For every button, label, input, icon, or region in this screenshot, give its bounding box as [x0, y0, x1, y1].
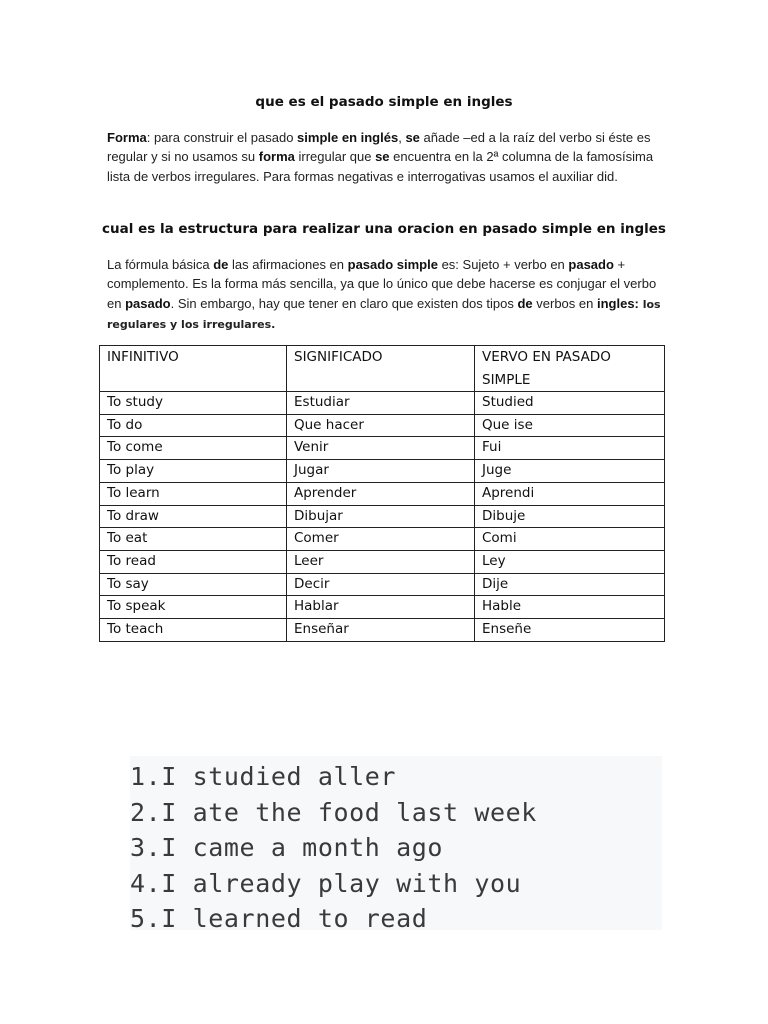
text: . Sin embargo, hay que tener en claro que existen dos tipos	[170, 295, 518, 311]
table-header-row	[100, 346, 665, 392]
bold-text: pasado simple	[347, 257, 438, 272]
bold-text: se	[405, 130, 420, 145]
cell-meaning: Jugar	[287, 460, 475, 483]
bold-text: se	[375, 149, 390, 165]
cell-past: Dije	[475, 573, 665, 596]
table-row	[100, 437, 665, 460]
bold-text: pasado	[125, 295, 171, 311]
cell-meaning: Estudiar	[287, 392, 475, 415]
table-row	[100, 505, 665, 528]
table-row	[100, 528, 665, 551]
table-row	[100, 573, 665, 596]
bold-text: Forma	[107, 130, 147, 145]
text: : para construir el pasado	[146, 130, 298, 145]
text: los regulares y los irregulares.	[107, 297, 661, 331]
list-item: 1.I studied aller	[130, 762, 397, 791]
text: verbos en	[532, 295, 597, 311]
header-pasado-simple: VERVO EN PASADO SIMPLE	[475, 346, 665, 392]
bold-text: pasado	[568, 257, 614, 272]
cell-past: Dibuje	[475, 505, 665, 528]
cell-infinitive: To say	[100, 573, 287, 596]
cell-infinitive: To teach	[100, 619, 287, 642]
cell-infinitive: To speak	[100, 596, 287, 619]
cell-past: Aprendi	[475, 482, 665, 505]
cell-meaning: Dibujar	[287, 505, 475, 528]
document-title: que es el pasado simple en ingles	[255, 94, 513, 110]
cell-meaning: Hablar	[287, 596, 475, 619]
text: encuentra en la 2ª columna de la famosísima lista de verbos irregulares. Para formas negativas e interrogativas usamos el auxiliar did.	[107, 149, 654, 184]
cell-meaning: Decir	[287, 573, 475, 596]
text: ,	[398, 130, 406, 145]
cell-infinitive: To do	[100, 414, 287, 437]
text: + complemento. Es la forma más sencilla, ya que lo único que debe hacerse es conjugar el verbo en	[107, 257, 657, 311]
cell-past: Que ise	[475, 414, 665, 437]
cell-infinitive: To study	[100, 392, 287, 415]
cell-meaning: Que hacer	[287, 414, 475, 437]
cell-past: Comi	[475, 528, 665, 551]
table-row	[100, 482, 665, 505]
text: añade –ed a la raíz del verbo si éste es regular y si no usamos su	[107, 130, 651, 165]
list-item: 4.I already play with you	[130, 868, 522, 898]
verbs-table	[99, 345, 665, 642]
cell-infinitive: To learn	[100, 482, 287, 505]
cell-meaning: Enseñar	[287, 619, 475, 642]
cell-meaning: Comer	[287, 528, 475, 551]
table-row	[100, 414, 665, 437]
text: es: Sujeto + verbo en	[437, 257, 569, 272]
cell-infinitive: To come	[100, 437, 287, 460]
cell-infinitive: To play	[100, 460, 287, 483]
text: las afirmaciones en	[228, 257, 348, 272]
cell-past: Fui	[475, 437, 665, 460]
estructura-paragraph	[107, 255, 667, 334]
table-row	[100, 460, 665, 483]
cell-infinitive: To draw	[100, 505, 287, 528]
header-infinitivo: INFINITIVO	[100, 346, 287, 392]
table-row	[100, 550, 665, 573]
cell-infinitive: To eat	[100, 528, 287, 551]
table-row	[100, 619, 665, 642]
cell-past: Hable	[475, 596, 665, 619]
table-row	[100, 392, 665, 415]
section-heading: cual es la estructura para realizar una oracion en pasado simple en ingles	[102, 221, 666, 237]
text: irregular que	[294, 149, 376, 165]
table-row	[100, 596, 665, 619]
bold-text: ingles:	[596, 295, 639, 311]
bold-text: simple en inglés	[297, 130, 399, 145]
list-item: 2.I ate the food last week	[130, 797, 537, 827]
forma-paragraph	[107, 128, 667, 186]
cell-past: Juge	[475, 460, 665, 483]
bold-text: de	[213, 257, 229, 272]
cell-meaning: Venir	[287, 437, 475, 460]
header-significado: SIGNIFICADO	[287, 346, 475, 392]
sentences-list	[130, 759, 537, 937]
cell-past: Studied	[475, 392, 665, 415]
list-item: 3.I came a month ago	[130, 833, 444, 862]
text: La fórmula básica	[107, 257, 214, 272]
bold-text: forma	[258, 149, 295, 165]
bold-text: de	[517, 295, 533, 311]
list-item: 5.I learned to read	[130, 904, 428, 933]
cell-past: Enseñe	[475, 619, 665, 642]
cell-past: Ley	[475, 550, 665, 573]
cell-infinitive: To read	[100, 550, 287, 573]
sentences-box	[130, 756, 662, 933]
cell-meaning: Aprender	[287, 482, 475, 505]
cell-meaning: Leer	[287, 550, 475, 573]
